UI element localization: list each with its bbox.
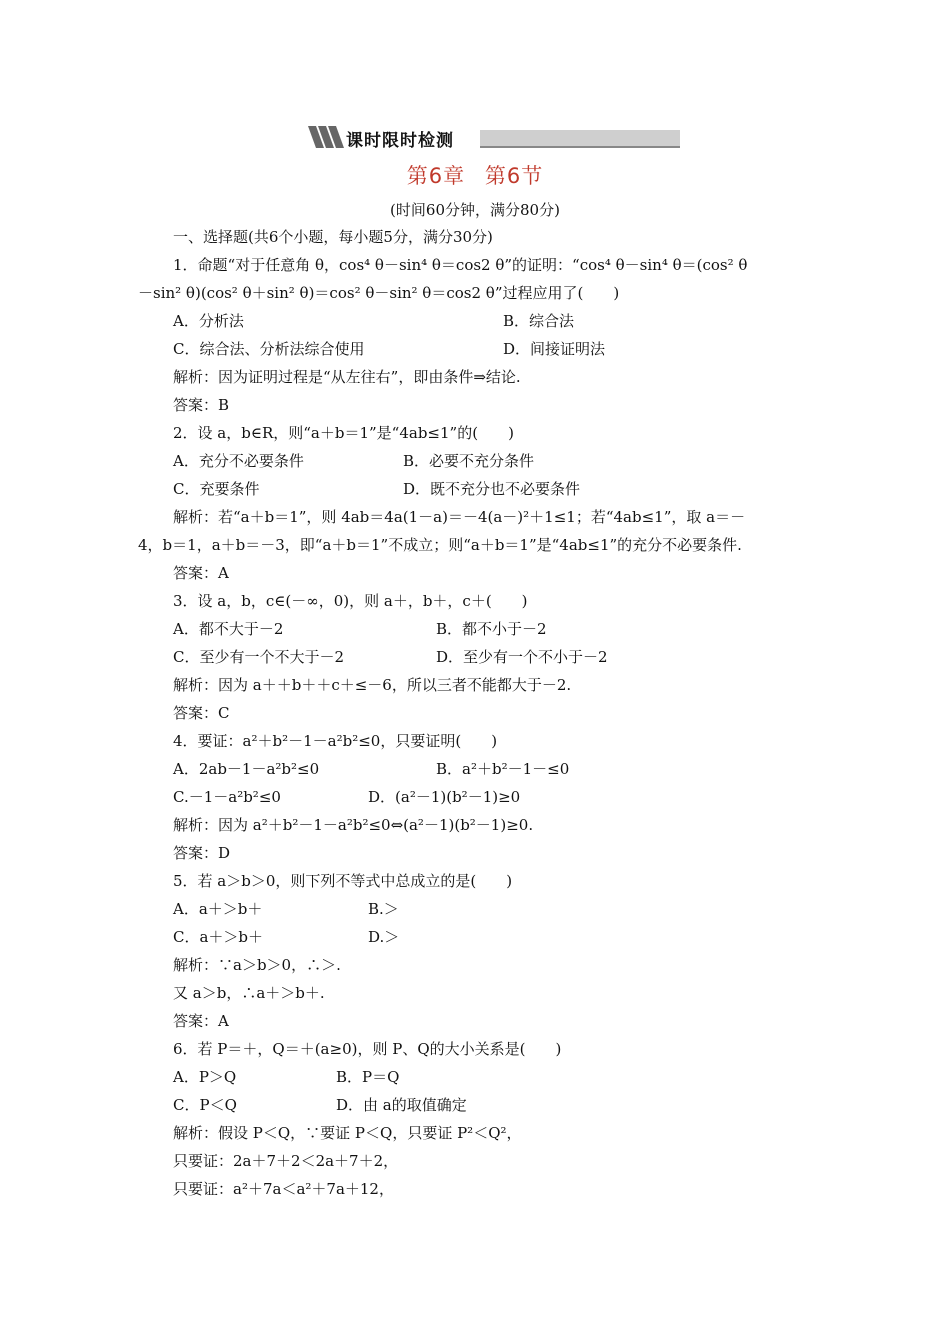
text-line: 解析：因为 a²＋b²－1－a²b²≤0⇔(a²－1)(b²－1)≥0.	[173, 816, 534, 834]
text-line: A．充分不必要条件	[173, 452, 304, 470]
banner-title: 课时限时检测	[346, 131, 454, 151]
text-line: B．a²＋b²－1－≤0	[436, 760, 570, 778]
text-line: A．2ab－1－a²b²≤0	[173, 760, 320, 778]
text-line: A．a＋＞b＋	[173, 900, 263, 918]
text-line: B.＞	[368, 900, 399, 918]
section-banner	[308, 124, 680, 150]
text-line: A．分析法	[173, 312, 244, 330]
text-line: 解析：若“a＋b＝1”，则 4ab＝4a(1－a)＝－4(a－)²＋1≤1；若“4ab≤1”，取 a＝－	[173, 508, 746, 526]
text-line: 2．设 a，b∈R，则“a＋b＝1”是“4ab≤1”的( )	[173, 424, 514, 442]
text-line: 答案：A	[173, 1012, 229, 1030]
text-line: 6．若 P＝＋，Q＝＋(a≥0)，则 P、Q的大小关系是( )	[173, 1040, 562, 1058]
text-line: C．至少有一个不大于－2	[173, 648, 345, 666]
text-line: 4．要证：a²＋b²－1－a²b²≤0，只要证明( )	[173, 732, 498, 750]
text-line: B．P＝Q	[336, 1068, 400, 1086]
text-line: 解析：假设 P＜Q，∵要证 P＜Q，只要证 P²＜Q²，	[173, 1124, 522, 1142]
text-line: D.＞	[368, 928, 400, 946]
banner-bar	[480, 130, 680, 148]
chapter-heading	[0, 160, 950, 190]
text-line: 答案：A	[173, 564, 229, 582]
text-line: D．间接证明法	[503, 340, 606, 358]
section-label: 第6节	[484, 164, 544, 188]
text-line: －sin² θ)(cos² θ＋sin² θ)＝cos² θ－sin² θ＝cos2 θ”过程应用了( )	[138, 284, 620, 302]
text-line: 3．设 a，b，c∈(－∞，0)，则 a＋，b＋，c＋( )	[173, 592, 528, 610]
text-line: 答案：D	[173, 844, 231, 862]
text-line: A．P＞Q	[173, 1068, 237, 1086]
text-line: 只要证：2a＋7＋2＜2a＋7＋2，	[173, 1152, 399, 1170]
text-line: C．a＋＞b＋	[173, 928, 264, 946]
text-line: D．至少有一个不小于－2	[436, 648, 608, 666]
chapter-label: 第6章	[406, 164, 466, 188]
text-line: 答案：C	[173, 704, 230, 722]
text-line: C．综合法、分析法综合使用	[173, 340, 365, 358]
text-line: 答案：B	[173, 396, 230, 414]
text-line: 一、选择题(共6个小题，每小题5分，满分30分)	[173, 228, 493, 246]
text-line: 解析：因为证明过程是“从左往右”，即由条件⇒结论.	[173, 368, 521, 386]
text-line: 又 a＞b，∴a＋＞b＋.	[173, 984, 325, 1002]
text-line: B．综合法	[503, 312, 575, 330]
text-line: B．都不小于－2	[436, 620, 547, 638]
stripes-icon	[308, 126, 344, 148]
text-line: 5．若 a＞b＞0，则下列不等式中总成立的是( )	[173, 872, 513, 890]
text-line: 4，b＝1，a＋b＝－3，即“a＋b＝1”不成立；则“a＋b＝1”是“4ab≤1”的充分不必要条件.	[138, 536, 742, 554]
text-line: 1．命题“对于任意角 θ，cos⁴ θ－sin⁴ θ＝cos2 θ”的证明：“cos⁴ θ－sin⁴ θ＝(cos² θ	[173, 256, 748, 274]
text-line: 只要证：a²＋7a＜a²＋7a＋12，	[173, 1180, 394, 1198]
text-line: C．P＜Q	[173, 1096, 237, 1114]
text-line: A．都不大于－2	[173, 620, 284, 638]
time-note: (时间60分钟，满分80分)	[390, 201, 560, 219]
text-line: C.－1－a²b²≤0	[173, 788, 281, 806]
text-line: 解析：因为 a＋＋b＋＋c＋≤－6，所以三者不能都大于－2.	[173, 676, 572, 694]
text-line: D．(a²－1)(b²－1)≥0	[368, 788, 521, 806]
text-line: D．由 a的取值确定	[336, 1096, 467, 1114]
text-line: C．充要条件	[173, 480, 260, 498]
text-line: D．既不充分也不必要条件	[403, 480, 581, 498]
text-line: B．必要不充分条件	[403, 452, 535, 470]
text-line: 解析：∵a＞b＞0，∴＞.	[173, 956, 341, 974]
